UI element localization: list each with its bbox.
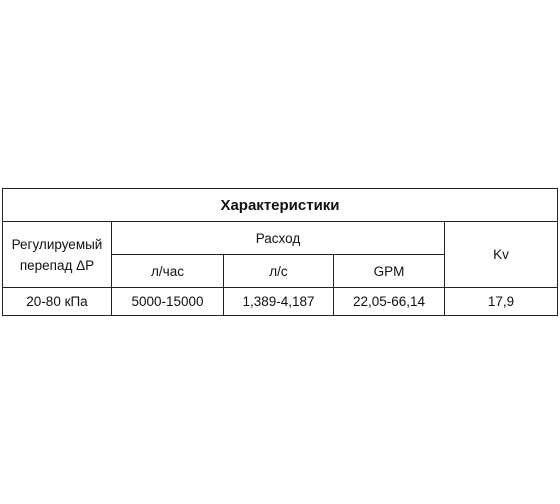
header-unit-lph: л/час <box>112 255 224 288</box>
cell-pressure: 20-80 кПа <box>3 288 112 316</box>
header-regulated-line1: Регулируемый <box>11 236 103 252</box>
header-kv: Kv <box>445 222 558 288</box>
cell-flow-lph: 5000-15000 <box>112 288 224 316</box>
header-regulated-line2: перепад ΔP <box>19 257 95 273</box>
header-flow: Расход <box>112 222 445 255</box>
cell-flow-lps: 1,389-4,187 <box>224 288 334 316</box>
header-unit-lps: л/с <box>224 255 334 288</box>
table-row <box>3 288 558 316</box>
table-title: Характеристики <box>3 189 558 222</box>
characteristics-table <box>2 188 558 316</box>
cell-flow-gpm: 22,05-66,14 <box>334 288 445 316</box>
header-regulated-pressure <box>3 222 112 288</box>
header-unit-gpm: GPM <box>334 255 445 288</box>
cell-kv: 17,9 <box>445 288 558 316</box>
